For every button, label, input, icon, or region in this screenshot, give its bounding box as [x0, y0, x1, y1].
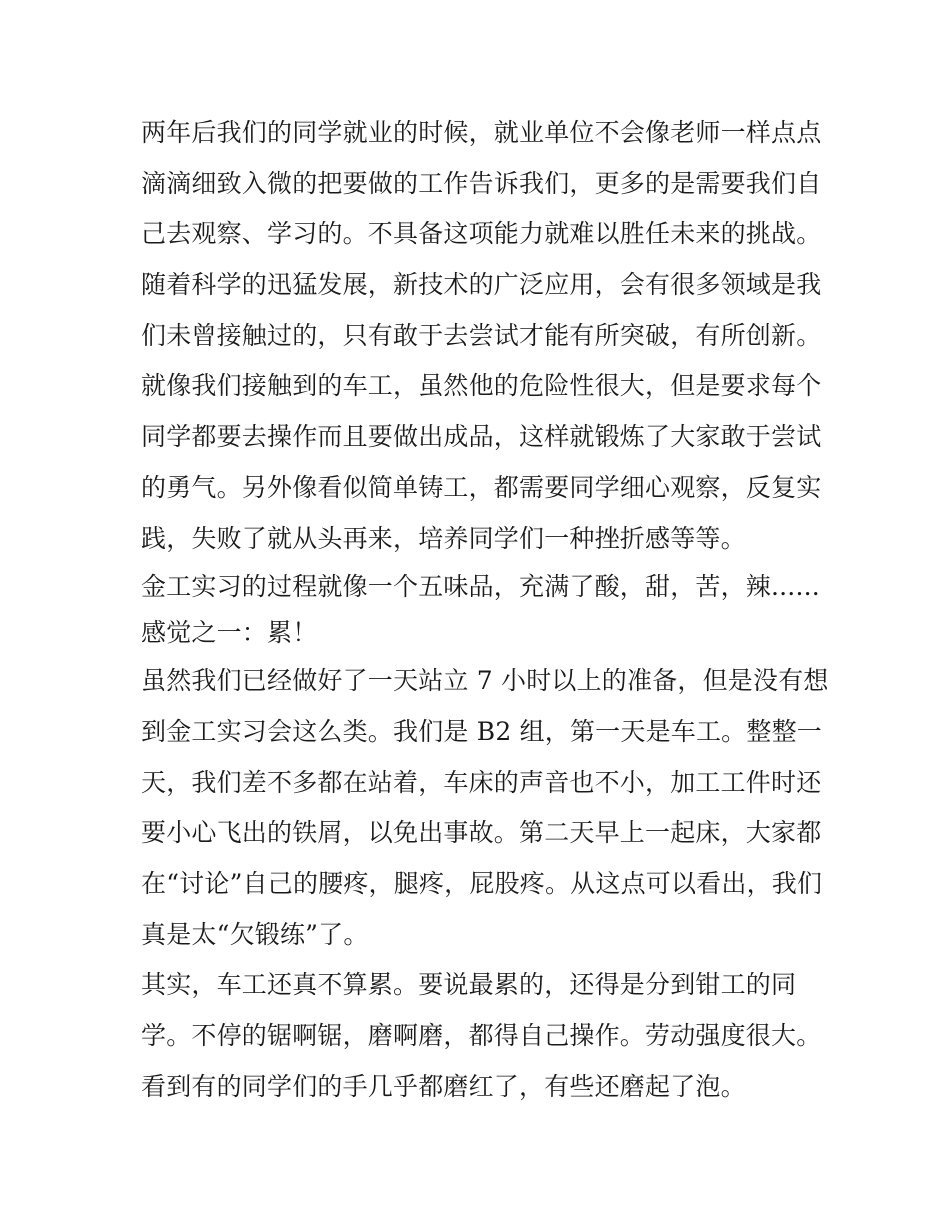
text-line: 就像我们接触到的车工，虽然他的危险性很大，但是要求每个 [141, 371, 822, 401]
paragraph-2 [141, 564, 820, 656]
text-line: 天，我们差不多都在站着，车床的声音也不小，加工工件时还 [141, 767, 822, 797]
text-line: 同学都要去操作而且要做出成品，这样就锻炼了大家敢于尝试 [141, 422, 822, 452]
paragraph-4 [141, 960, 822, 1112]
text-line: 到金工实习会这么类。我们是 B2 组，第一天是车工。整整一 [141, 716, 822, 746]
text-line: 在“讨论”自己的腰疼，腿疼，屁股疼。从这点可以看出，我们 [141, 868, 823, 898]
text-line: 其实，车工还真不算累。要说最累的，还得是分到钳工的同 [141, 970, 797, 1000]
paragraph-1 [141, 108, 822, 564]
text-line: 己去观察、学习的。不具备这项能力就难以胜任未来的挑战。 [141, 219, 822, 249]
text-line: 金工实习的过程就像一个五味品，充满了酸，甜，苦，辣...... [141, 572, 820, 602]
text-line: 看到有的同学们的手几乎都磨红了，有些还磨起了泡。 [141, 1071, 746, 1101]
text-line: 滴滴细致入微的把要做的工作告诉我们，更多的是需要我们自 [141, 168, 822, 198]
text-line: 虽然我们已经做好了一天站立 7 小时以上的准备，但是没有想 [141, 666, 829, 696]
text-line: 两年后我们的同学就业的时候，就业单位不会像老师一样点点 [141, 118, 822, 147]
text-line: 的勇气。另外像看似简单铸工，都需要同学细心观察，反复实 [141, 472, 822, 502]
text-line: 随着科学的迅猛发展，新技术的广泛应用，会有很多领域是我 [141, 270, 822, 300]
section-heading: 感觉之一：累！ [141, 618, 318, 648]
text-line: 学。不停的锯啊锯，磨啊磨，都得自己操作。劳动强度很大。 [141, 1021, 822, 1050]
paragraph-3 [141, 656, 829, 960]
document-body [141, 108, 829, 1112]
text-line: 要小心飞出的铁屑，以免出事故。第二天早上一起床，大家都 [141, 818, 822, 848]
text-line: 践，失败了就从头再来，培养同学们一种挫折感等等。 [141, 523, 746, 553]
text-line: 们未曾接触过的，只有敢于去尝试才能有所突破，有所创新。 [141, 320, 822, 350]
text-line: 真是太“欠锻练”了。 [141, 919, 369, 949]
